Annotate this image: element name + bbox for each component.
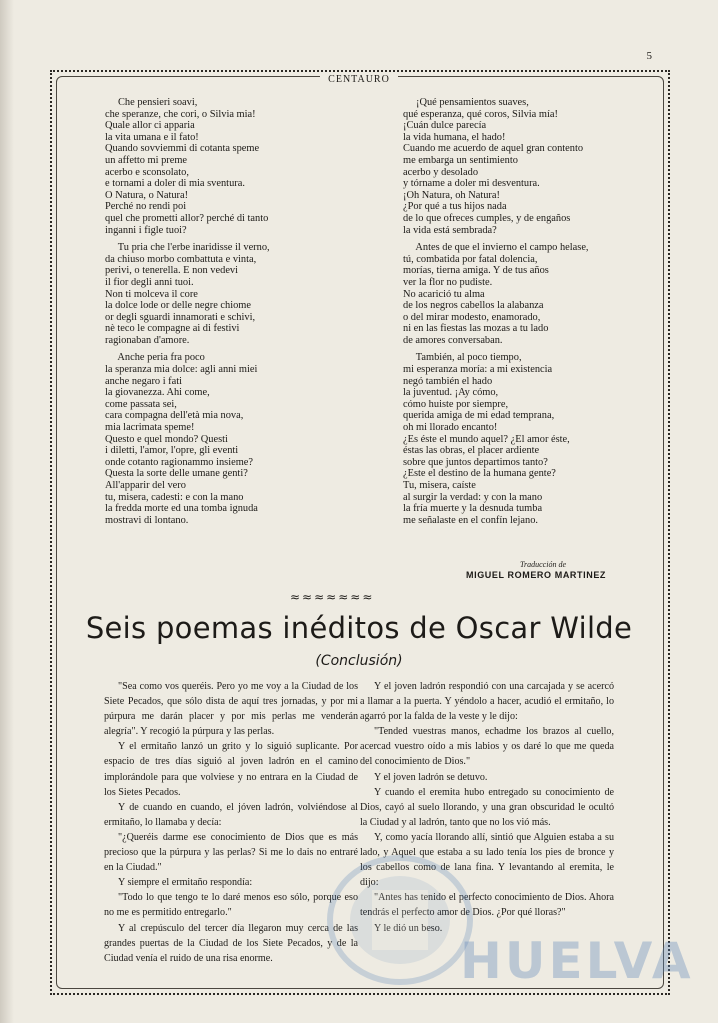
- poem-line: éstas las obras, el placer ardiente: [403, 445, 540, 457]
- poem-line: da chiuso morbo combattuta e vinta,: [105, 253, 257, 265]
- poem-line: Quando sovviemmi di cotanta speme: [105, 143, 260, 155]
- watermark-text: HUELVA: [460, 932, 694, 990]
- magazine-title: CENTAURO: [320, 74, 398, 85]
- poem-stanza: [105, 242, 270, 346]
- poem-line: ¡Qué pensamientos suaves,: [403, 97, 529, 108]
- poem-line: inganni i figle tuoi?: [105, 224, 187, 236]
- poem-line: sobre que juntos departimos tanto?: [403, 456, 548, 468]
- article-paragraph: Y el ermitaño lanzó un grito y lo siguió suplicante. Por espacio de tres días siguió al joven ladrón en el camino implorándole para que volviese y no entrara en la Ciudad de los Sietes Pecados.: [104, 741, 358, 798]
- article-paragraph: Y al crepúsculo del tercer día llegaron muy cerca de las grandes puertas de la Ciudad de los Siete Pecados, y de la Ciudad venía el ruido de una risa enorme.: [104, 922, 358, 964]
- poem-line: un affetto mi preme: [105, 154, 188, 166]
- poem-line: de amores conversaban.: [403, 334, 503, 346]
- article-column-right: [360, 679, 614, 936]
- poem-line: mostravi di lontano.: [105, 514, 189, 526]
- poem-line: la speranza mia dolce: agli anni miei: [105, 364, 258, 376]
- poem-line: nè teco le compagne ai di festivi: [105, 323, 240, 335]
- poem-line: Questo e quel mondo? Questi: [105, 433, 228, 445]
- poem-line: ¡Cuán dulce parecía: [403, 120, 487, 132]
- magazine-header: [0, 67, 718, 86]
- poem-line: anche negaro i fati: [105, 375, 183, 387]
- poem-line: ¡Oh Natura, oh Natura!: [403, 189, 500, 201]
- poem-line: ver la flor no pudiste.: [403, 276, 493, 288]
- poem-stanza: [403, 97, 589, 236]
- poem-line: or degli sguardi innamorati e schivi,: [105, 311, 256, 323]
- poem-line: También, al poco tiempo,: [403, 352, 522, 364]
- poem-line: Che pensieri soavi,: [105, 97, 198, 108]
- poem-line: Perché no rendi poi: [105, 201, 187, 213]
- poem-line: cómo huiste por siempre,: [403, 398, 509, 410]
- poem-line: Antes de que el invierno el campo helase,: [403, 242, 589, 254]
- translator-name: MIGUEL ROMERO MARTINEZ: [466, 570, 607, 580]
- poem-line: ni en las fiestas las mozas a tu lado: [403, 323, 549, 335]
- poem-line: me embarga un sentimiento: [403, 154, 518, 166]
- poem-line: come passata sei,: [105, 398, 177, 410]
- poem-line: la giovanezza. Ahi come,: [105, 387, 210, 399]
- poem-line: la fredda morte ed una tomba ignuda: [105, 503, 258, 515]
- poem-line: cara compagna dell'età mia nova,: [105, 410, 244, 422]
- article-paragraph: "Tended vuestras manos, echadme los brazos al cuello, acercad vuestro oído a mis labios y os daré lo que me queda del conocimiento de Dios.": [360, 726, 614, 768]
- poem-line: querida amiga de mi edad temprana,: [403, 410, 555, 422]
- article-paragraph: Y el joven ladrón se detuvo.: [374, 771, 488, 783]
- poem-line: la dolce lode or delle negre chiome: [105, 300, 251, 312]
- article-column-left: [104, 679, 358, 966]
- poem-line: onde cotanto ragionammo insieme?: [105, 456, 254, 468]
- article-paragraph: Y cuando el eremita hubo entregado su conocimiento de Dios, cayó al suelo llorando, y una gran obscuridad le ocultó la Ciudad y al ladrón, tanto que no los vió más.: [360, 786, 614, 828]
- article-paragraph: Y de cuando en cuando, el jóven ladrón, volviéndose al ermitaño, lo llamaba y decía:: [104, 801, 358, 828]
- poem-line: morías, tierna amiga. Y de tus años: [403, 265, 549, 277]
- poem-line: la vida humana, el hado!: [403, 131, 506, 143]
- poem-line: al surgir la verdad: y con la mano: [403, 491, 543, 503]
- poem-line: y tórname a doler mi desventura.: [403, 178, 540, 190]
- poem-line: acerbo y desolado: [403, 166, 479, 178]
- poem-line: e tornami a doler di mia sventura.: [105, 178, 245, 190]
- article-paragraph: "¿Queréis darme ese conocimiento de Dios que es más precioso que la púrpura y las perlas? Si me lo dais no entraré en la Ciudad.": [104, 831, 358, 874]
- article-title: Seis poemas inéditos de Oscar Wilde: [85, 611, 633, 645]
- poem-line: mia lacrimata speme!: [105, 422, 195, 434]
- section-divider: ≈≈≈≈≈≈≈: [290, 590, 375, 604]
- poem-line: Tu, misera, caíste: [403, 480, 476, 491]
- article-paragraph: Y el joven ladrón respondió con una carcajada y se acercó a llamar a la puerta. Y yéndolo a hacer, acudió el ermitaño, lo agarró por la falda de la veste y le dijo:: [360, 681, 614, 723]
- poem-line: qué esperanza, qué coros, Silvia mía!: [403, 108, 558, 120]
- page-edge-shadow: [0, 0, 14, 1023]
- article-paragraph: Y siempre el ermitaño respondía:: [118, 877, 253, 889]
- poem-line: tu, misera, cadesti: e con la mano: [105, 491, 244, 503]
- poem-line: la vita umana e il fato!: [105, 131, 199, 143]
- poem-line: Non ti molceva il core: [105, 288, 198, 300]
- article-paragraph: Y le dió un beso.: [374, 922, 443, 934]
- poem-line: ¿Por qué a tus hijos nada: [403, 201, 507, 213]
- poem-line: Tu pria che l'erbe inaridisse il verno,: [105, 242, 270, 254]
- poem-line: Cuando me acuerdo de aquel gran contento: [403, 143, 584, 155]
- poem-line: oh mi llorado encanto!: [403, 422, 498, 434]
- poem-line: o del mirar modesto, enamorado,: [403, 311, 541, 323]
- poem-line: la juventud. ¡Ay cómo,: [403, 387, 499, 399]
- poem-line: tú, combatida por fatal dolencia,: [403, 253, 538, 265]
- poem-line: de lo que ofreces cumples, y de engaños: [403, 212, 571, 224]
- poem-line: che speranze, che cori, o Silvia mia!: [105, 108, 256, 120]
- translation-credit-label: Traducción de: [520, 560, 566, 569]
- article-paragraph: "Antes has tenido el perfecto conocimiento de Dios. Ahora tendrás el perfecto amor de Dios. ¿Por qué lloras?": [360, 892, 614, 919]
- poem-line: quel che prometti allor? perché di tanto: [105, 212, 269, 224]
- poem-line: la vida está sembrada?: [403, 224, 497, 236]
- poem-line: de los negros cabellos la alabanza: [403, 300, 544, 312]
- poem-line: la fría muerte y la desnuda tumba: [403, 503, 543, 515]
- poem-line: Anche peria fra poco: [105, 352, 205, 364]
- poem-stanza: [403, 352, 589, 526]
- poem-stanza: [403, 242, 589, 346]
- poem-line: ¿Es éste el mundo aquel? ¿El amor éste,: [403, 433, 570, 445]
- page-number: 5: [646, 50, 652, 62]
- poem-line: Questa la sorte delle umane genti?: [105, 468, 248, 480]
- spanish-translation: [403, 97, 589, 532]
- poem-line: i diletti, l'amor, l'opre, gli eventi: [105, 445, 239, 457]
- poem-stanza: [105, 97, 270, 236]
- italian-poem: [105, 97, 270, 532]
- poem-line: mi esperanza moría: a mi existencia: [403, 364, 553, 376]
- poem-line: O Natura, o Natura!: [105, 189, 189, 201]
- article-paragraph: "Sea como vos queréis. Pero yo me voy a la Ciudad de los Siete Pecados, que sólo dista de aquí tres jornadas, y por mi púrpura me darán placer y por mis perlas me venderán alegría". Y recogió la púrpura y las perlas.: [104, 681, 358, 738]
- poem-line: ragionaban d'amore.: [105, 334, 190, 346]
- poem-line: perivi, o tenerella. E non vedevi: [105, 265, 239, 277]
- poem-line: ¿Este el destino de la humana gente?: [403, 468, 556, 480]
- article-paragraph: "Todo lo que tengo te lo daré menos eso sólo, porque eso no me es permitido entregarlo.": [104, 892, 358, 919]
- poem-line: Quale allor ci apparia: [105, 120, 195, 132]
- poem-line: No acarició tu alma: [403, 288, 485, 300]
- poem-stanza: [105, 352, 270, 526]
- poem-line: me señalaste en el confín lejano.: [403, 514, 539, 526]
- poem-line: il fior degli anni tuoi.: [105, 276, 194, 288]
- poem-line: acerbo e sconsolato,: [105, 166, 189, 178]
- poem-line: All'apparir del vero: [105, 480, 186, 491]
- article-subtitle: (Conclusión): [315, 653, 403, 669]
- article-paragraph: Y, como yacía llorando allí, sintió que Alguien estaba a su lado, y Aquel que estaba a su lado tenía los pies de bronce y los cabellos como de lana fina. Y levantando al eremita, le dijo:: [360, 831, 614, 889]
- poem-line: negó también el hado: [403, 375, 493, 387]
